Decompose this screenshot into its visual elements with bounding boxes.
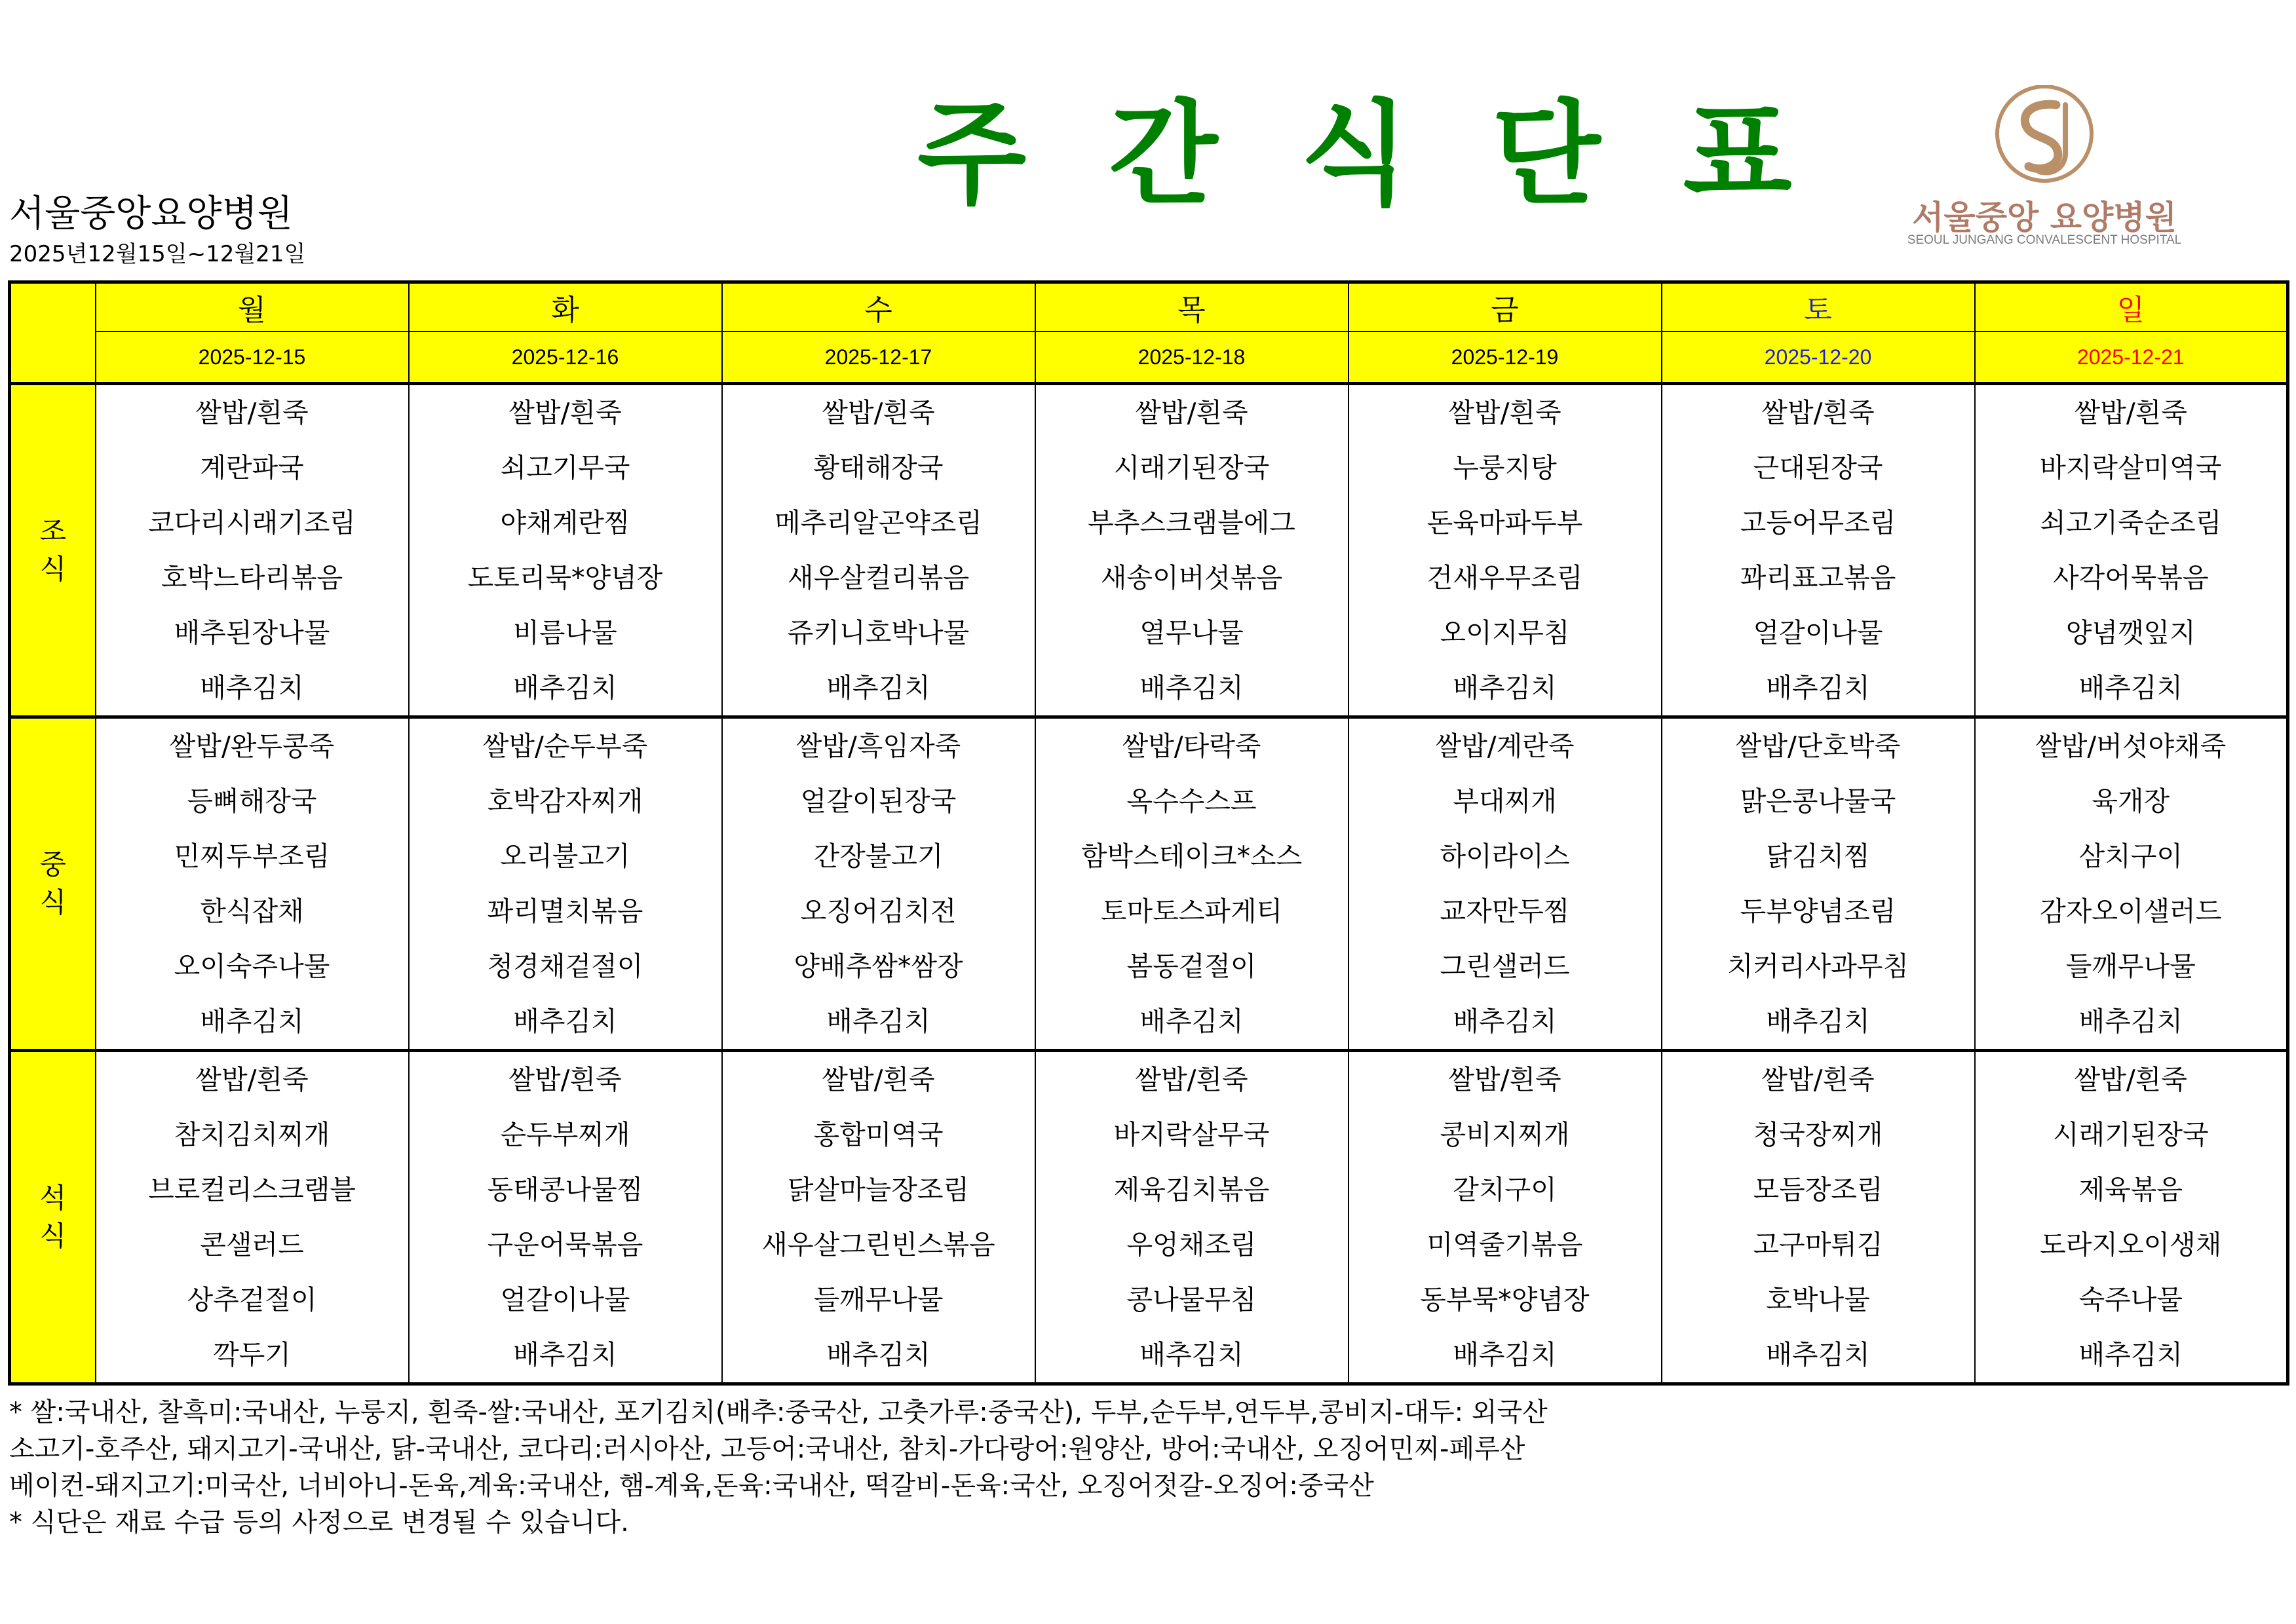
menu-item: 들깨무나물 <box>813 1284 944 1315</box>
menu-item: 새우살컬리볶음 <box>787 562 970 594</box>
menu-item: 얼갈이나물 <box>1753 617 1883 649</box>
menu-item: 쌀밥/흑임자죽 <box>795 730 961 762</box>
menu-item: 쌀밥/흰죽 <box>2074 397 2187 428</box>
menu-item: 삼치구이 <box>2078 840 2183 872</box>
menu-cell <box>1035 1051 1349 1384</box>
menu-cell <box>409 717 722 1051</box>
meal-label-dinner <box>10 1051 96 1384</box>
menu-item: 우엉채조림 <box>1126 1229 1257 1260</box>
menu-item: 동태콩나물찜 <box>487 1174 643 1205</box>
hospital-name: 서울중앙요양병원 <box>9 193 293 235</box>
menu-item: 동부묵*양념장 <box>1420 1284 1590 1315</box>
weekly-menu-table <box>8 280 2289 1386</box>
menu-item: 상추겉절이 <box>187 1284 317 1315</box>
menu-cell <box>1349 1051 1662 1384</box>
menu-item: 쥬키니호박나물 <box>787 617 970 649</box>
hospital-logo <box>1881 85 2208 255</box>
menu-item: 쌀밥/흰죽 <box>1761 1064 1875 1095</box>
menu-item: 교자만두찜 <box>1440 896 1570 927</box>
menu-item: 배추된장나물 <box>174 617 330 649</box>
menu-item: 고등어무조림 <box>1740 507 1896 538</box>
menu-item: 도토리묵*양념장 <box>467 562 663 594</box>
menu-item: 하이라이스 <box>1440 840 1570 872</box>
menu-item: 배추김치 <box>200 672 304 704</box>
menu-item: 배추김치 <box>1453 1339 1557 1370</box>
menu-item: 배추김치 <box>826 672 930 704</box>
weekday-sun: 일 <box>1975 282 2288 332</box>
meal-rows <box>10 384 2288 1384</box>
menu-cell <box>96 717 409 1051</box>
menu-cell <box>409 384 722 717</box>
weekday-mon: 월 <box>96 282 409 332</box>
weekday-sat: 토 <box>1662 282 1975 332</box>
weekday-fri: 금 <box>1349 282 1662 332</box>
menu-item: 간장불고기 <box>813 840 944 872</box>
menu-item: 제육볶음 <box>2078 1174 2183 1205</box>
menu-item: 오이숙주나물 <box>174 951 330 982</box>
menu-item: 쇠고기죽순조림 <box>2040 507 2222 538</box>
weekday-header-row <box>10 282 2288 332</box>
meal-label-lunch <box>10 717 96 1051</box>
meal-label-char: 중 <box>39 848 67 880</box>
menu-item: 배추김치 <box>1139 672 1244 704</box>
menu-item: 양배추쌈*쌈장 <box>794 951 963 982</box>
menu-item: 돈육마파두부 <box>1426 507 1583 538</box>
menu-item: 건새우무조림 <box>1426 562 1583 594</box>
date-sun: 2025-12-21 <box>1975 331 2288 384</box>
menu-cell <box>1035 384 1349 717</box>
menu-item: 쌀밥/흰죽 <box>508 397 622 428</box>
meal-row-dinner <box>10 1051 2288 1384</box>
menu-item: 시래기된장국 <box>2052 1119 2209 1150</box>
menu-item: 쌀밥/흰죽 <box>195 1064 309 1095</box>
menu-item: 청국장찌개 <box>1753 1119 1883 1150</box>
menu-item: 배추김치 <box>2078 1339 2183 1370</box>
menu-cell <box>1975 1051 2288 1384</box>
menu-cell <box>1035 717 1349 1051</box>
menu-item: 배추김치 <box>826 1339 930 1370</box>
menu-item: 쌀밥/흰죽 <box>822 1064 935 1095</box>
menu-item: 배추김치 <box>2078 1006 2183 1037</box>
menu-item: 홍합미역국 <box>813 1119 944 1150</box>
menu-item: 야채계란찜 <box>500 507 630 538</box>
menu-item: 누룽지탕 <box>1453 452 1557 483</box>
note-line: 베이컨-돼지고기:미국산, 너비아니-돈육,계육:국내산, 햄-계육,돈육:국내산, 떡갈비-돈육:국산, 오징어젓갈-오징어:중국산 <box>9 1471 1374 1501</box>
meal-label-breakfast <box>10 384 96 717</box>
menu-cell <box>1975 717 2288 1051</box>
menu-cell <box>1349 717 1662 1051</box>
menu-item: 갈치구이 <box>1453 1174 1557 1205</box>
menu-item: 콘샐러드 <box>200 1229 304 1260</box>
menu-item: 호박감자찌개 <box>487 785 643 817</box>
menu-item: 얼갈이나물 <box>500 1284 630 1315</box>
menu-item: 콩나물무침 <box>1126 1284 1257 1315</box>
menu-item: 배추김치 <box>513 1339 617 1370</box>
menu-item: 오이지무침 <box>1440 617 1570 649</box>
menu-item: 배추김치 <box>826 1006 930 1037</box>
menu-item: 쌀밥/버섯야채죽 <box>2035 730 2227 762</box>
logo-english-name: SEOUL JUNGANG CONVALESCENT HOSPITAL <box>1907 233 2182 247</box>
menu-item: 고구마튀김 <box>1753 1229 1883 1260</box>
menu-item: 쌀밥/흰죽 <box>1761 397 1875 428</box>
menu-item: 닭김치찜 <box>1766 840 1870 872</box>
menu-item: 등뼈해장국 <box>187 785 317 817</box>
menu-item: 배추김치 <box>1139 1006 1244 1037</box>
logo-name: 서울중앙 요양병원 <box>1912 198 2177 236</box>
note-line: * 식단은 재료 수급 등의 사정으로 변경될 수 있습니다. <box>9 1507 629 1538</box>
menu-item: 도라지오이생채 <box>2040 1229 2222 1260</box>
menu-item: 부대찌개 <box>1453 785 1557 817</box>
corner-cell <box>10 282 96 384</box>
menu-item: 치커리사과무침 <box>1727 951 1909 982</box>
menu-item: 바지락살미역국 <box>2040 452 2222 483</box>
menu-item: 배추김치 <box>1139 1339 1244 1370</box>
menu-item: 사각어묵볶음 <box>2052 562 2209 594</box>
date-mon: 2025-12-15 <box>96 331 409 384</box>
menu-item: 배추김치 <box>1766 672 1870 704</box>
menu-item: 오징어김치전 <box>800 896 957 927</box>
menu-cell <box>1975 384 2288 717</box>
menu-item: 부추스크램블에그 <box>1088 507 1295 538</box>
menu-item: 브로컬리스크램블 <box>148 1174 356 1205</box>
menu-item: 비름나물 <box>513 617 617 649</box>
date-wed: 2025-12-17 <box>722 331 1035 384</box>
menu-item: 두부양념조림 <box>1740 896 1896 927</box>
menu-item: 숙주나물 <box>2078 1284 2183 1315</box>
meal-label-char: 석 <box>39 1182 67 1214</box>
menu-item: 콩비지찌개 <box>1440 1119 1570 1150</box>
menu-cell <box>722 1051 1035 1384</box>
weekday-tue: 화 <box>409 282 722 332</box>
meal-label-char: 식 <box>39 1220 67 1252</box>
menu-item: 근대된장국 <box>1753 452 1883 483</box>
menu-item: 배추김치 <box>513 672 617 704</box>
date-fri: 2025-12-19 <box>1349 331 1662 384</box>
menu-item: 쌀밥/흰죽 <box>1448 397 1561 428</box>
menu-item: 시래기된장국 <box>1113 452 1270 483</box>
menu-item: 참치김치찌개 <box>174 1119 330 1150</box>
menu-item: 꽈리표고볶음 <box>1740 562 1896 594</box>
menu-item: 배추김치 <box>1453 672 1557 704</box>
meal-row-lunch <box>10 717 2288 1051</box>
menu-item: 쌀밥/흰죽 <box>2074 1064 2187 1095</box>
menu-item: 한식잡채 <box>200 896 304 927</box>
menu-item: 봄동겉절이 <box>1126 951 1257 982</box>
page-title: 주간식단표 <box>917 88 1875 220</box>
note-line: 소고기-호주산, 돼지고기-국내산, 닭-국내산, 코다리:러시아산, 고등어:국내산, 참치-가다랑어:원양산, 방어:국내산, 오징어민찌-페루산 <box>9 1434 1525 1464</box>
menu-item: 육개장 <box>2092 785 2170 817</box>
menu-item: 양념깻잎지 <box>2065 617 2196 649</box>
menu-item: 쌀밥/계란죽 <box>1435 730 1575 762</box>
meal-label-char: 식 <box>39 553 67 585</box>
menu-item: 청경채겉절이 <box>487 951 643 982</box>
menu-item: 제육김치볶음 <box>1113 1174 1270 1205</box>
menu-item: 메추리알곤약조림 <box>775 507 982 538</box>
menu-item: 쌀밥/순두부죽 <box>482 730 648 762</box>
menu-item: 미역줄기볶음 <box>1426 1229 1583 1260</box>
menu-item: 쌀밥/흰죽 <box>1135 397 1248 428</box>
menu-item: 호박느타리볶음 <box>161 562 343 594</box>
menu-item: 얼갈이된장국 <box>800 785 957 817</box>
menu-item: 계란파국 <box>200 452 304 483</box>
date-tue: 2025-12-16 <box>409 331 722 384</box>
menu-item: 꽈리멸치볶음 <box>487 896 643 927</box>
date-header-row <box>10 331 2288 384</box>
menu-item: 배추김치 <box>1766 1006 1870 1037</box>
menu-item: 순두부찌개 <box>500 1119 630 1150</box>
menu-cell <box>409 1051 722 1384</box>
menu-item: 들깨무나물 <box>2065 951 2196 982</box>
menu-item: 쌀밥/단호박죽 <box>1735 730 1901 762</box>
menu-item: 쌀밥/흰죽 <box>508 1064 622 1095</box>
menu-item: 배추김치 <box>1766 1339 1870 1370</box>
note-line: * 쌀:국내산, 찰흑미:국내산, 누룽지, 흰죽-쌀:국내산, 포기김치(배추:중국산, 고춧가루:중국산), 두부,순두부,연두부,콩비지-대두: 외국산 <box>9 1397 1548 1427</box>
menu-item: 깍두기 <box>213 1339 291 1370</box>
menu-item: 옥수수스프 <box>1126 785 1257 817</box>
menu-item: 열무나물 <box>1139 617 1244 649</box>
menu-item: 모듬장조림 <box>1753 1174 1883 1205</box>
date-thu: 2025-12-18 <box>1035 331 1349 384</box>
menu-item: 바지락살무국 <box>1113 1119 1270 1150</box>
menu-cell <box>96 384 409 717</box>
weekday-wed: 수 <box>722 282 1035 332</box>
menu-item: 구운어묵볶음 <box>487 1229 643 1260</box>
menu-cell <box>722 384 1035 717</box>
menu-item: 함박스테이크*소스 <box>1081 840 1303 872</box>
date-sat: 2025-12-20 <box>1662 331 1975 384</box>
menu-item: 감자오이샐러드 <box>2040 896 2222 927</box>
menu-item: 새송이버섯볶음 <box>1100 562 1283 594</box>
menu-item: 황태해장국 <box>813 452 944 483</box>
menu-item: 배추김치 <box>1453 1006 1557 1037</box>
menu-item: 맑은콩나물국 <box>1740 785 1896 817</box>
menu-item: 호박나물 <box>1766 1284 1870 1315</box>
menu-item: 쇠고기무국 <box>500 452 630 483</box>
menu-item: 오리불고기 <box>500 840 630 872</box>
menu-item: 그린샐러드 <box>1440 951 1570 982</box>
menu-item: 새우살그린빈스볶음 <box>761 1229 995 1260</box>
menu-item: 쌀밥/흰죽 <box>195 397 309 428</box>
menu-item: 토마토스파게티 <box>1100 896 1283 927</box>
menu-item: 쌀밥/흰죽 <box>822 397 935 428</box>
menu-item: 민찌두부조림 <box>174 840 330 872</box>
weekday-thu: 목 <box>1035 282 1349 332</box>
menu-period: 2025년12월15일~12월21일 <box>9 241 306 267</box>
menu-cell <box>1662 717 1975 1051</box>
menu-item: 쌀밥/완두콩죽 <box>169 730 335 762</box>
menu-item: 배추김치 <box>2078 672 2183 704</box>
menu-cell <box>96 1051 409 1384</box>
meal-row-breakfast <box>10 384 2288 717</box>
menu-item: 배추김치 <box>513 1006 617 1037</box>
meal-label-char: 조 <box>39 515 67 547</box>
notes <box>9 1394 1548 1541</box>
menu-item: 코다리시래기조림 <box>148 507 356 538</box>
menu-cell <box>1662 384 1975 717</box>
menu-item: 쌀밥/흰죽 <box>1135 1064 1248 1095</box>
logo-emblem-icon <box>1881 85 2208 190</box>
menu-cell <box>1349 384 1662 717</box>
menu-item: 쌀밥/타락죽 <box>1122 730 1261 762</box>
menu-cell <box>1662 1051 1975 1384</box>
menu-item: 쌀밥/흰죽 <box>1448 1064 1561 1095</box>
menu-item: 닭살마늘장조림 <box>787 1174 970 1205</box>
meal-label-char: 식 <box>39 886 67 918</box>
menu-item: 배추김치 <box>200 1006 304 1037</box>
menu-cell <box>722 717 1035 1051</box>
